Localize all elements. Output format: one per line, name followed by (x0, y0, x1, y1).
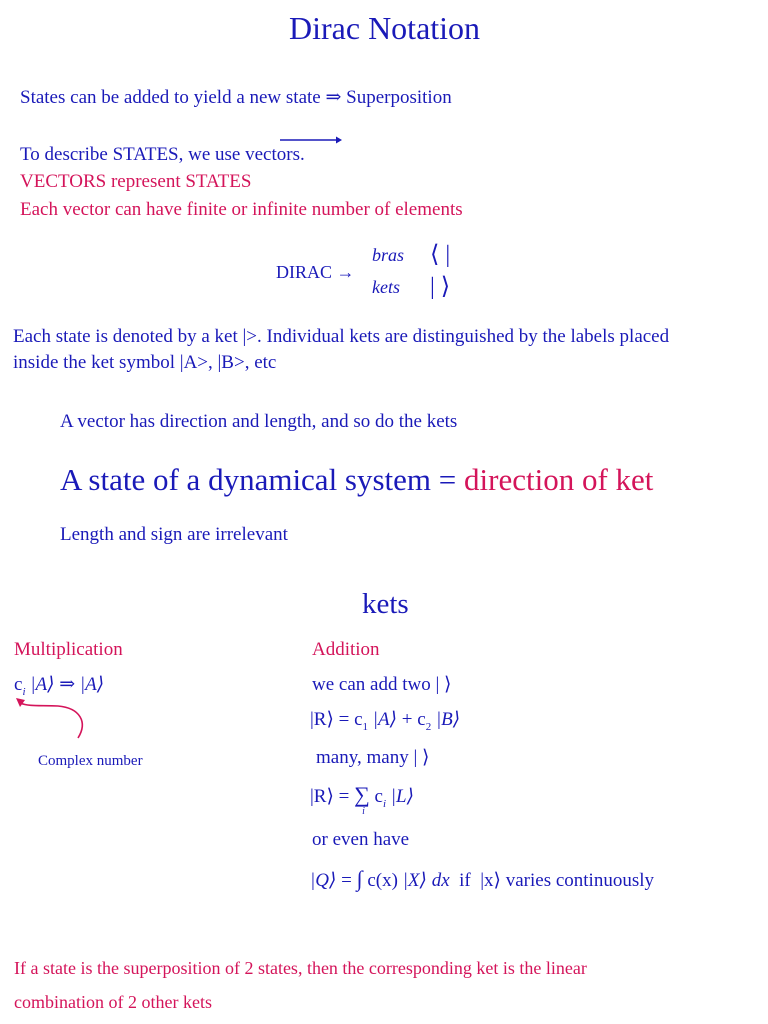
mult-coef-sub: i (22, 685, 26, 698)
complex-number-label: Complex number (38, 753, 143, 769)
vectors-line3: Each vector can have finite or infinite number of elements (20, 199, 463, 220)
sum-glyph: ∑ (354, 782, 370, 807)
eq3-equals: = (341, 870, 352, 891)
footer-line1: If a state is the superposition of 2 states, then the corresponding ket is the linear (14, 958, 587, 978)
bras-label: bras (372, 245, 405, 265)
eq2-ket-l: |L⟩ (390, 786, 414, 807)
footer-line2: combination of 2 other kets (14, 992, 212, 1012)
addition-eq3 (310, 866, 654, 892)
sum-symbol (354, 782, 370, 817)
ket-desc-line2: inside the ket symbol |A>, |B>, etc (13, 352, 277, 373)
eq3-if: if (459, 870, 471, 891)
superposition-word: Superposition (346, 87, 452, 108)
eq1-c1: c (354, 709, 363, 730)
superposition-text: States can be added to yield a new state (20, 87, 321, 108)
superposition-line (20, 86, 452, 109)
kets-label: kets (372, 277, 400, 297)
mult-ket: |A⟩ (30, 674, 55, 695)
eq3-dx: dx (431, 870, 450, 891)
kets-heading: kets (362, 588, 409, 620)
state-equation-lhs: A state of a dynamical system = (60, 462, 457, 497)
vector-arrow-icon (278, 134, 344, 146)
dirac-label (276, 262, 355, 283)
curved-arrow-icon (8, 694, 92, 744)
eq1-ket-a: |A⟩ (372, 709, 398, 730)
addition-line1: we can add two | ⟩ (312, 674, 452, 695)
eq2-c: c (374, 786, 383, 807)
vectors-line2: VECTORS represent STATES (20, 171, 252, 192)
dirac-arrow: → (336, 262, 355, 282)
state-equation-rhs: direction of ket (464, 462, 654, 497)
irrelevant-text: Length and sign are irrelevant (60, 524, 288, 545)
page-title: Dirac Notation (289, 10, 481, 46)
mult-coef: c (14, 674, 23, 695)
state-equation (60, 462, 653, 498)
eq1-lhs: |R⟩ (310, 709, 334, 730)
eq3-ket-x: |X⟩ (402, 870, 427, 891)
eq2-equals: = (338, 786, 350, 807)
eq3-lhs: |Q⟩ (310, 870, 337, 891)
integral-symbol: ∫ (356, 866, 363, 891)
addition-eq1 (310, 708, 460, 733)
eq2-lhs: |R⟩ (310, 786, 334, 807)
eq3-function: c(x) (367, 870, 398, 891)
eq1-c1-sub: 1 (362, 720, 369, 733)
eq1-equals: = (338, 709, 350, 730)
vectors-line1-text: To describe STATES, we use vectors. (20, 144, 305, 165)
mult-arrow: ⇒ (59, 674, 76, 695)
vectors-line1 (20, 144, 305, 166)
multiplication-heading: Multiplication (14, 639, 123, 660)
addition-line2: many, many | ⟩ (316, 747, 430, 768)
eq3-x-ket: |x⟩ (480, 870, 501, 891)
addition-line3: or even have (312, 829, 410, 850)
bra-symbol: ⟨ | (430, 242, 451, 268)
eq3-tail: varies continuously (505, 870, 654, 891)
dirac-word: DIRAC (276, 262, 333, 282)
sum-sub: i (362, 806, 365, 817)
addition-eq2 (310, 782, 414, 817)
eq1-ket-b: |B⟩ (435, 709, 461, 730)
addition-heading: Addition (312, 639, 380, 660)
eq1-c2-sub: 2 (425, 720, 432, 733)
vector-direction-text: A vector has direction and length, and so do the kets (60, 411, 458, 432)
eq1-c2: c (417, 709, 426, 730)
eq1-plus: + (401, 709, 413, 730)
implies-arrow: ⇒ (325, 87, 342, 108)
mult-result: |A⟩ (79, 674, 105, 695)
ket-desc-line1: Each state is denoted by a ket |>. Individual kets are distinguished by the labels placed (13, 326, 670, 347)
eq2-c-sub: i (382, 797, 387, 810)
ket-symbol: | ⟩ (430, 274, 451, 300)
